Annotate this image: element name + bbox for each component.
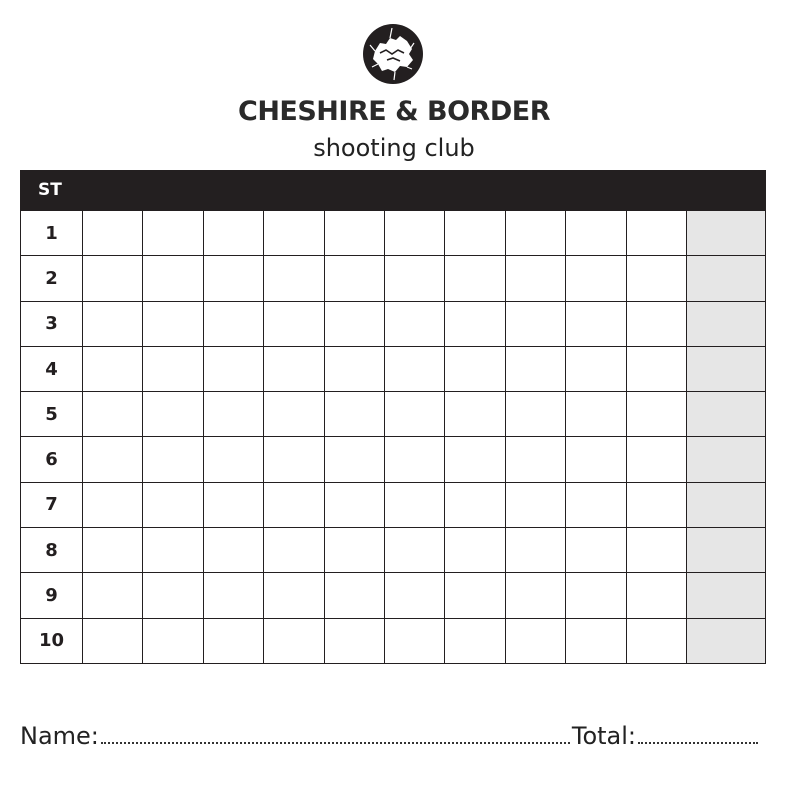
score-cell[interactable]	[203, 392, 263, 437]
score-cell[interactable]	[384, 618, 444, 663]
score-cell[interactable]	[566, 528, 626, 573]
row-total-cell[interactable]	[687, 482, 766, 527]
score-cell[interactable]	[445, 528, 505, 573]
score-cell[interactable]	[83, 301, 143, 346]
score-row	[21, 256, 766, 301]
score-cell[interactable]	[203, 573, 263, 618]
score-cell[interactable]	[203, 301, 263, 346]
score-cell[interactable]	[143, 528, 203, 573]
score-cell[interactable]	[626, 618, 686, 663]
score-cell[interactable]	[203, 346, 263, 391]
score-cell[interactable]	[83, 528, 143, 573]
score-cell[interactable]	[445, 618, 505, 663]
score-row	[21, 573, 766, 618]
score-cell[interactable]	[264, 301, 324, 346]
score-row	[21, 346, 766, 391]
name-label: Name:	[20, 722, 99, 750]
station-number: 4	[21, 346, 83, 391]
score-cell[interactable]	[445, 346, 505, 391]
score-sheet	[20, 170, 766, 664]
row-total-cell[interactable]	[687, 528, 766, 573]
score-cell[interactable]	[505, 528, 565, 573]
score-cell[interactable]	[384, 482, 444, 527]
score-cell[interactable]	[143, 211, 203, 256]
station-number: 3	[21, 301, 83, 346]
score-cell[interactable]	[384, 437, 444, 482]
score-cell[interactable]	[566, 482, 626, 527]
score-cell[interactable]	[83, 392, 143, 437]
score-cell[interactable]	[83, 437, 143, 482]
score-cell[interactable]	[505, 573, 565, 618]
score-cell[interactable]	[264, 573, 324, 618]
station-number: 7	[21, 482, 83, 527]
score-header-bar	[20, 170, 766, 210]
score-cell[interactable]	[566, 211, 626, 256]
row-total-cell[interactable]	[687, 301, 766, 346]
club-title: CHESHIRE & BORDER	[238, 96, 550, 127]
score-cell[interactable]	[626, 392, 686, 437]
score-cell[interactable]	[626, 528, 686, 573]
score-cell[interactable]	[324, 573, 384, 618]
score-cell[interactable]	[143, 392, 203, 437]
station-column-header: ST	[38, 180, 62, 200]
score-cell[interactable]	[324, 528, 384, 573]
score-cell[interactable]	[83, 573, 143, 618]
station-number: 8	[21, 528, 83, 573]
total-label: Total:	[571, 722, 636, 750]
score-cell[interactable]	[324, 301, 384, 346]
score-cell[interactable]	[264, 346, 324, 391]
score-cell[interactable]	[324, 618, 384, 663]
score-cell[interactable]	[505, 256, 565, 301]
score-cell[interactable]	[626, 256, 686, 301]
score-cell[interactable]	[566, 437, 626, 482]
score-cell[interactable]	[445, 573, 505, 618]
score-cell[interactable]	[264, 211, 324, 256]
score-cell[interactable]	[505, 346, 565, 391]
score-cell[interactable]	[505, 482, 565, 527]
score-cell[interactable]	[445, 392, 505, 437]
station-number: 6	[21, 437, 83, 482]
row-total-cell[interactable]	[687, 618, 766, 663]
score-row	[21, 211, 766, 256]
station-number: 1	[21, 211, 83, 256]
row-total-cell[interactable]	[687, 346, 766, 391]
score-cell[interactable]	[203, 256, 263, 301]
score-cell[interactable]	[626, 346, 686, 391]
score-cell[interactable]	[264, 256, 324, 301]
score-row	[21, 528, 766, 573]
station-number: 2	[21, 256, 83, 301]
score-cell[interactable]	[143, 256, 203, 301]
score-cell[interactable]	[505, 437, 565, 482]
score-cell[interactable]	[445, 482, 505, 527]
club-badge-icon	[362, 23, 424, 85]
score-cell[interactable]	[264, 618, 324, 663]
score-cell[interactable]	[566, 573, 626, 618]
total-fill-line[interactable]	[638, 741, 758, 744]
station-number: 5	[21, 392, 83, 437]
score-cell[interactable]	[264, 392, 324, 437]
score-cell[interactable]	[143, 437, 203, 482]
score-cell[interactable]	[264, 437, 324, 482]
score-cell[interactable]	[324, 482, 384, 527]
score-cell[interactable]	[203, 618, 263, 663]
name-fill-line[interactable]	[101, 741, 570, 744]
score-cell[interactable]	[384, 346, 444, 391]
score-cell[interactable]	[203, 211, 263, 256]
score-cell[interactable]	[505, 618, 565, 663]
score-cell[interactable]	[143, 301, 203, 346]
score-row	[21, 618, 766, 663]
score-cell[interactable]	[264, 482, 324, 527]
score-cell[interactable]	[384, 573, 444, 618]
score-cell[interactable]	[83, 618, 143, 663]
score-row	[21, 437, 766, 482]
score-cell[interactable]	[445, 301, 505, 346]
score-cell[interactable]	[83, 211, 143, 256]
score-cell[interactable]	[626, 482, 686, 527]
score-cell[interactable]	[143, 573, 203, 618]
score-cell[interactable]	[203, 437, 263, 482]
score-cell[interactable]	[445, 437, 505, 482]
row-total-cell[interactable]	[687, 392, 766, 437]
score-cell[interactable]	[324, 346, 384, 391]
score-cell[interactable]	[324, 211, 384, 256]
score-cell[interactable]	[384, 528, 444, 573]
score-cell[interactable]	[505, 392, 565, 437]
station-number: 10	[21, 618, 83, 663]
score-cell[interactable]	[566, 256, 626, 301]
score-cell[interactable]	[566, 301, 626, 346]
row-total-cell[interactable]	[687, 256, 766, 301]
score-cell[interactable]	[384, 392, 444, 437]
score-row	[21, 301, 766, 346]
score-cell[interactable]	[324, 392, 384, 437]
score-cell[interactable]	[566, 618, 626, 663]
score-footer	[20, 722, 760, 750]
score-cell[interactable]	[203, 482, 263, 527]
row-total-cell[interactable]	[687, 573, 766, 618]
score-cell[interactable]	[566, 392, 626, 437]
score-cell[interactable]	[143, 346, 203, 391]
score-cell[interactable]	[505, 211, 565, 256]
score-cell[interactable]	[626, 437, 686, 482]
score-cell[interactable]	[384, 301, 444, 346]
score-cell[interactable]	[83, 482, 143, 527]
score-cell[interactable]	[626, 301, 686, 346]
score-grid	[20, 210, 766, 664]
score-cell[interactable]	[384, 211, 444, 256]
score-cell[interactable]	[445, 211, 505, 256]
score-cell[interactable]	[324, 437, 384, 482]
row-total-cell[interactable]	[687, 437, 766, 482]
score-row	[21, 482, 766, 527]
score-cell[interactable]	[264, 528, 324, 573]
score-cell[interactable]	[626, 211, 686, 256]
score-row	[21, 392, 766, 437]
score-cell[interactable]	[566, 346, 626, 391]
score-cell[interactable]	[505, 301, 565, 346]
row-total-cell[interactable]	[687, 211, 766, 256]
score-cell[interactable]	[143, 482, 203, 527]
score-cell[interactable]	[324, 256, 384, 301]
score-cell[interactable]	[626, 573, 686, 618]
club-subtitle: shooting club	[313, 134, 475, 162]
score-cell[interactable]	[384, 256, 444, 301]
score-cell[interactable]	[143, 618, 203, 663]
score-cell[interactable]	[203, 528, 263, 573]
score-cell[interactable]	[83, 346, 143, 391]
score-cell[interactable]	[445, 256, 505, 301]
score-cell[interactable]	[83, 256, 143, 301]
station-number: 9	[21, 573, 83, 618]
